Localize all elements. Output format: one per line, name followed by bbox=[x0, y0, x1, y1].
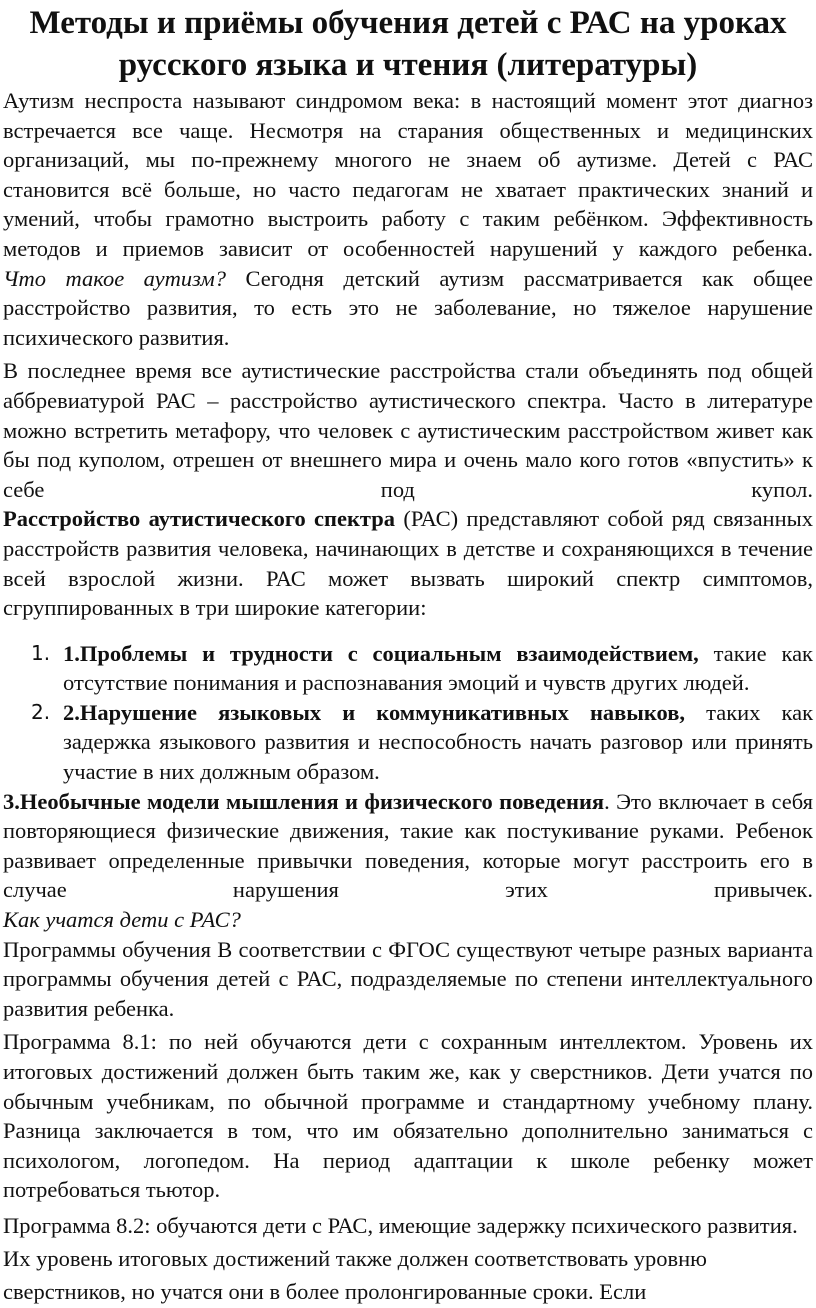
autism-definition-paragraph bbox=[3, 264, 813, 353]
document-body bbox=[3, 86, 813, 623]
question-how-children-learn: Как учатся дети с РАС? bbox=[3, 907, 241, 933]
list-item-text: таких как задержка языкового развития и неспособность начать разговор или принять участие в них должным образом. bbox=[63, 699, 814, 785]
document-body-continued bbox=[3, 787, 813, 1308]
programs-intro-paragraph: Программы обучения В соответствии с ФГОС существуют четыре разных варианта программы обучения детей с РАС, подразделяемые по степени интеллектуального развития ребенка. bbox=[3, 936, 813, 1021]
ras-metaphor-paragraph: В последнее время все аутистические расстройства стали объединять под общей аббревиатурой РАС – расстройство аутистического спектра. Часто в литературе можно встретить метафору, что человек с аутистическим расстройством живет как бы под куполом, отрешен от внешнего мира и очень мало кого готов «впустить» к себе под купол. bbox=[3, 358, 813, 502]
ras-term: Расстройство аутистического спектра bbox=[3, 506, 396, 532]
category-three-text: . Это включает в себя повторяющиеся физические движения, такие как постукивание руками. Ребенок развивает определенные привычки поведения, которые могут расстроить его в случае нарушения этих привычек. bbox=[3, 788, 813, 903]
list-item-number: 1. bbox=[31, 640, 51, 665]
list-item-text: такие как отсутствие понимания и распознавания эмоций и чувств других людей. bbox=[63, 640, 813, 696]
category-three-heading: 3.Необычные модели мышления и физического поведения bbox=[3, 788, 605, 814]
document-page bbox=[3, 0, 813, 1308]
ras-term-text: (РАС) представляют собой ряд связанных расстройств развития человека, начинающих в детстве и сохраняющихся в течение всей взрослой жизни. РАС может вызвать широкий спектр симптомов, сгруппированных в три широкие категории: bbox=[3, 506, 814, 621]
intro-paragraph: Аутизм неспроста называют синдромом века: в настоящий момент этот диагноз встречается все чаще. Несмотря на старания общественных и медицинских организаций, мы по-прежнему многого не знаем об аутизме. Детей с РАС становится всё больше, но часто педагогам не хватает практических знаний и умений, чтобы грамотно выстроить работу с таким ребёнком. Эффективность методов и приемов зависит от особенностей нарушений у каждого ребенка. bbox=[3, 88, 813, 261]
list-item-heading: 2.Нарушение языковых и коммуникативных навыков, bbox=[63, 699, 686, 725]
category-three-paragraph bbox=[3, 787, 813, 905]
ras-term-paragraph bbox=[3, 504, 813, 622]
program-8-1-paragraph: Программа 8.1: по ней обучаются дети с сохранным интеллектом. Уровень их итоговых достижений должен быть таким же, как у сверстников. Дети учатся по обычным учебникам, по обычной программе и стандартному учебному плану. Разница заключается в том, что им обязательно дополнительно заниматься с психологом, логопедом. На период адаптации к школе ребенку может потребоваться тьютор. bbox=[3, 1029, 813, 1203]
page-title: Методы и приёмы обучения детей с РАС на уроках русского языка и чтения (литературы) bbox=[29, 5, 787, 83]
question-what-is-autism: Что такое аутизм? bbox=[3, 265, 226, 291]
program-8-2-paragraph: Программа 8.2: обучаются дети с РАС, имеющие задержку психического развития. Их уровень итоговых достижений также должен соответствовать уровню сверстников, но учатся они в более пролонгированные сроки. Если bbox=[3, 1212, 798, 1304]
symptom-category-list bbox=[3, 639, 813, 787]
list-item-heading: 1.Проблемы и трудности с социальным взаимодействием, bbox=[63, 640, 699, 666]
list-item-number: 2. bbox=[31, 699, 51, 724]
list-item bbox=[3, 698, 813, 787]
autism-definition-text: Сегодня детский аутизм рассматривается как общее расстройство развития, то есть это не заболевание, но тяжелое нарушение психического развития. bbox=[3, 265, 813, 350]
list-item bbox=[3, 639, 813, 698]
